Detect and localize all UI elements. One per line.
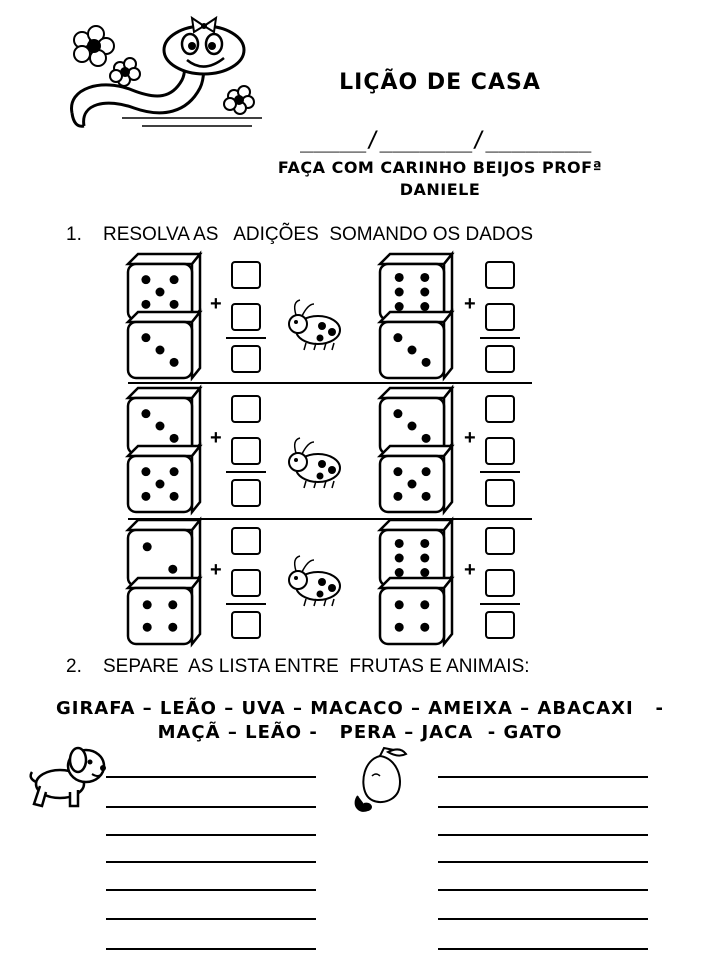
die-pip — [408, 422, 417, 431]
addend-box[interactable] — [486, 262, 514, 288]
answer-line[interactable] — [438, 806, 648, 808]
answer-boxes — [464, 262, 520, 372]
die-pip — [141, 333, 150, 342]
addend-box[interactable] — [486, 528, 514, 554]
word-list-line1: GIRAFA – LEÃO – UVA – MACACO – AMEIXA – ABACAXI - — [55, 698, 665, 719]
die-pip — [156, 288, 165, 297]
answer-line[interactable] — [438, 776, 648, 778]
die-pip — [143, 600, 152, 609]
die-pip — [170, 492, 179, 501]
sum-box[interactable] — [486, 612, 514, 638]
teacher-note-line1: FAÇA COM CARINHO BEIJOS PROFª — [277, 158, 603, 177]
die-icon — [128, 254, 200, 320]
plus-sign: + — [210, 293, 222, 315]
die-icon — [128, 312, 200, 378]
dog-icon — [26, 744, 110, 810]
exercise1-number: 1. — [66, 224, 82, 245]
die-icon — [128, 388, 200, 454]
cashew-fruit-icon — [350, 746, 416, 816]
answer-line[interactable] — [438, 948, 648, 950]
die-icon — [128, 578, 200, 644]
die-pip — [168, 600, 177, 609]
die-pip — [408, 346, 417, 355]
addend-box[interactable] — [232, 396, 260, 422]
die-pip — [168, 623, 177, 632]
answer-line[interactable] — [438, 889, 648, 891]
die-pip — [156, 346, 165, 355]
die-pip — [395, 302, 404, 311]
die-pip — [420, 539, 429, 548]
die-icon — [380, 520, 452, 586]
die-pip — [393, 333, 402, 342]
teacher-note-line2: DANIELE — [399, 180, 481, 199]
die-pip — [393, 467, 402, 476]
die-pip — [420, 288, 429, 297]
die-pip — [395, 554, 404, 563]
answer-line[interactable] — [106, 776, 316, 778]
die-pip — [141, 409, 150, 418]
die-pip — [395, 568, 404, 577]
die-pip — [170, 434, 179, 443]
sum-box[interactable] — [232, 612, 260, 638]
answer-line[interactable] — [106, 918, 316, 920]
die-icon — [380, 446, 452, 512]
answer-boxes — [464, 528, 520, 638]
die-pip — [422, 358, 431, 367]
die-pip — [393, 409, 402, 418]
dice-addition-grid — [122, 252, 542, 642]
die-icon — [380, 254, 452, 320]
die-icon — [128, 520, 200, 586]
addend-box[interactable] — [486, 396, 514, 422]
die-pip — [143, 542, 152, 551]
word-list-line2: MAÇÃ – LEÃO - PERA – JACA - GATO — [157, 722, 563, 743]
plus-sign: + — [464, 559, 476, 581]
die-pip — [156, 480, 165, 489]
die-pip — [143, 623, 152, 632]
die-icon — [380, 312, 452, 378]
exercise2-text: SEPARE AS LISTA ENTRE FRUTAS E ANIMAIS: — [102, 656, 530, 677]
plus-sign: + — [210, 427, 222, 449]
die-pip — [420, 600, 429, 609]
answer-line[interactable] — [438, 861, 648, 863]
die-pip — [408, 480, 417, 489]
exercise1-text: RESOLVA AS ADIÇÕES SOMANDO OS DADOS — [102, 224, 534, 245]
die-pip — [395, 623, 404, 632]
die-pip — [420, 302, 429, 311]
sum-box[interactable] — [486, 480, 514, 506]
die-pip — [156, 422, 165, 431]
answer-line[interactable] — [106, 806, 316, 808]
die-pip — [420, 554, 429, 563]
sum-box[interactable] — [232, 346, 260, 372]
answer-line[interactable] — [106, 948, 316, 950]
ladybug-icon — [289, 300, 340, 350]
die-pip — [395, 273, 404, 282]
answer-boxes — [210, 262, 266, 372]
answer-boxes — [210, 528, 266, 638]
answer-line[interactable] — [438, 918, 648, 920]
die-pip — [170, 358, 179, 367]
die-pip — [170, 275, 179, 284]
page-title: LIÇÃO DE CASA — [339, 70, 541, 95]
die-pip — [422, 434, 431, 443]
die-pip — [170, 467, 179, 476]
addend-box[interactable] — [232, 570, 260, 596]
addend-box[interactable] — [486, 304, 514, 330]
row-separator — [128, 518, 532, 520]
sum-box[interactable] — [486, 346, 514, 372]
die-icon — [128, 446, 200, 512]
die-pip — [141, 492, 150, 501]
sum-box[interactable] — [232, 480, 260, 506]
addend-box[interactable] — [486, 570, 514, 596]
die-icon — [380, 578, 452, 644]
die-pip — [170, 300, 179, 309]
exercise2-number: 2. — [66, 656, 82, 677]
answer-boxes — [464, 396, 520, 506]
die-pip — [422, 492, 431, 501]
exercise2-instruction — [66, 656, 530, 678]
addend-box[interactable] — [232, 438, 260, 464]
answer-line[interactable] — [438, 834, 648, 836]
exercise1-instruction — [66, 224, 533, 246]
row-separator — [128, 382, 532, 384]
die-pip — [420, 623, 429, 632]
die-pip — [393, 492, 402, 501]
plus-sign: + — [464, 293, 476, 315]
die-icon — [380, 388, 452, 454]
die-pip — [141, 275, 150, 284]
die-pip — [141, 300, 150, 309]
die-pip — [395, 539, 404, 548]
die-pip — [141, 467, 150, 476]
date-blank: _____/_______/________ — [300, 128, 592, 153]
die-pip — [395, 600, 404, 609]
ladybug-icon — [289, 556, 340, 606]
worm-flowers-illustration — [62, 18, 262, 133]
addend-box[interactable] — [486, 438, 514, 464]
answer-line[interactable] — [106, 861, 316, 863]
die-pip — [420, 273, 429, 282]
die-pip — [395, 288, 404, 297]
answer-boxes — [210, 396, 266, 506]
addend-box[interactable] — [232, 304, 260, 330]
plus-sign: + — [464, 427, 476, 449]
plus-sign: + — [210, 559, 222, 581]
answer-line[interactable] — [106, 834, 316, 836]
die-pip — [420, 568, 429, 577]
ladybug-icon — [289, 438, 340, 488]
answer-line[interactable] — [106, 889, 316, 891]
die-pip — [168, 565, 177, 574]
die-pip — [422, 467, 431, 476]
addend-box[interactable] — [232, 528, 260, 554]
addend-box[interactable] — [232, 262, 260, 288]
